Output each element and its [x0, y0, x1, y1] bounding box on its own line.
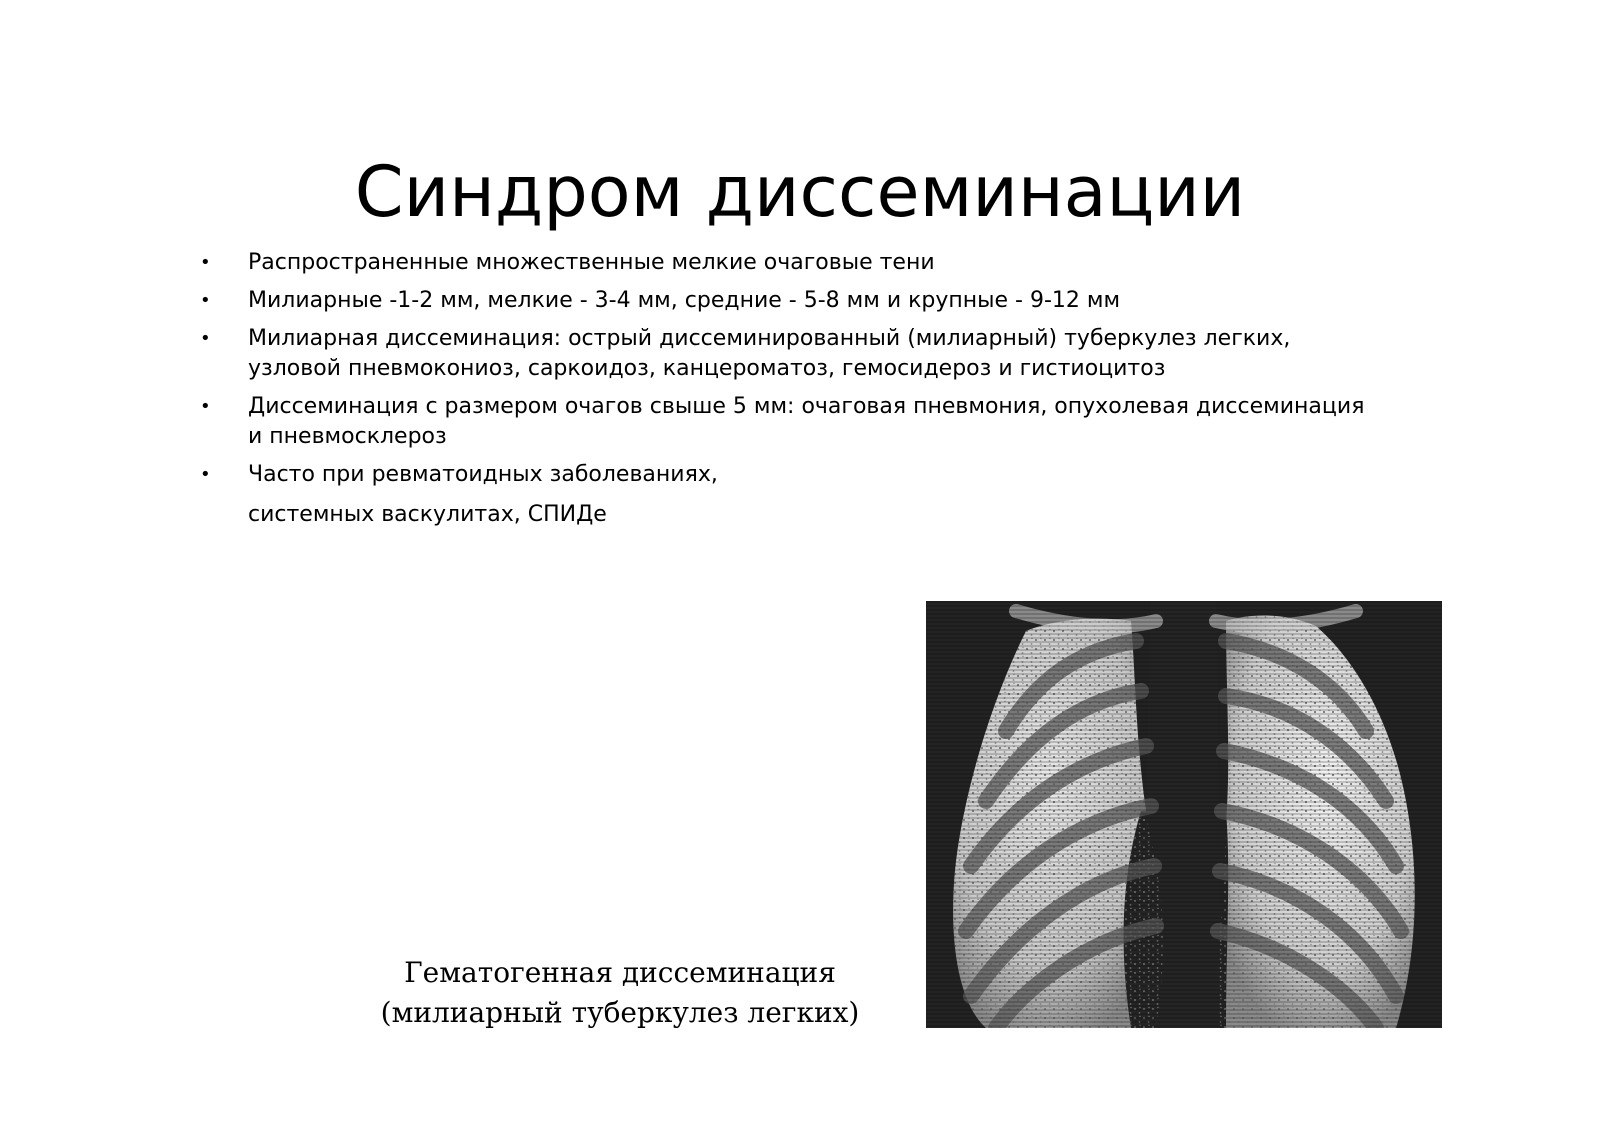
chest-xray-illustration — [926, 601, 1442, 1028]
bullet-list — [200, 248, 1380, 530]
slide-title: Синдром диссеминации — [354, 150, 1246, 233]
image-caption — [350, 953, 890, 1033]
bullet-item — [200, 248, 1380, 278]
bullet-item — [200, 392, 1380, 452]
bullet-text: Милиарные -1-2 мм, мелкие - 3-4 мм, средние - 5-8 мм и крупные - 9-12 мм — [248, 288, 1121, 313]
bullet-item — [200, 286, 1380, 316]
bullet-text: Распространенные множественные мелкие очаговые тени — [248, 250, 935, 275]
bullet-text: Милиарная диссеминация: острый диссеминированный (милиарный) туберкулез легких, узловой пневмокониоз, саркоидоз, канцероматоз, гемосидероз и гистиоцитоз — [248, 326, 1291, 381]
bullet-marker: • — [200, 464, 211, 485]
bullet-text: Диссеминация с размером очагов свыше 5 мм: очаговая пневмония, опухолевая диссеминация и пневмосклероз — [248, 394, 1365, 449]
bullet-continuation: системных васкулитах, СПИДе — [248, 502, 607, 527]
bullet-marker: • — [200, 252, 211, 273]
caption-line-1: Гематогенная диссеминация — [404, 956, 836, 989]
bullet-marker: • — [200, 328, 211, 349]
bullet-marker: • — [200, 396, 211, 417]
caption-line-2: (милиарный туберкулез легких) — [380, 996, 860, 1029]
bullet-item — [200, 324, 1380, 384]
bullet-text: Часто при ревматоидных заболеваниях, — [248, 462, 718, 487]
chest-xray-image — [926, 601, 1442, 1028]
bullet-item — [200, 460, 1380, 490]
bullet-marker: • — [200, 290, 211, 311]
